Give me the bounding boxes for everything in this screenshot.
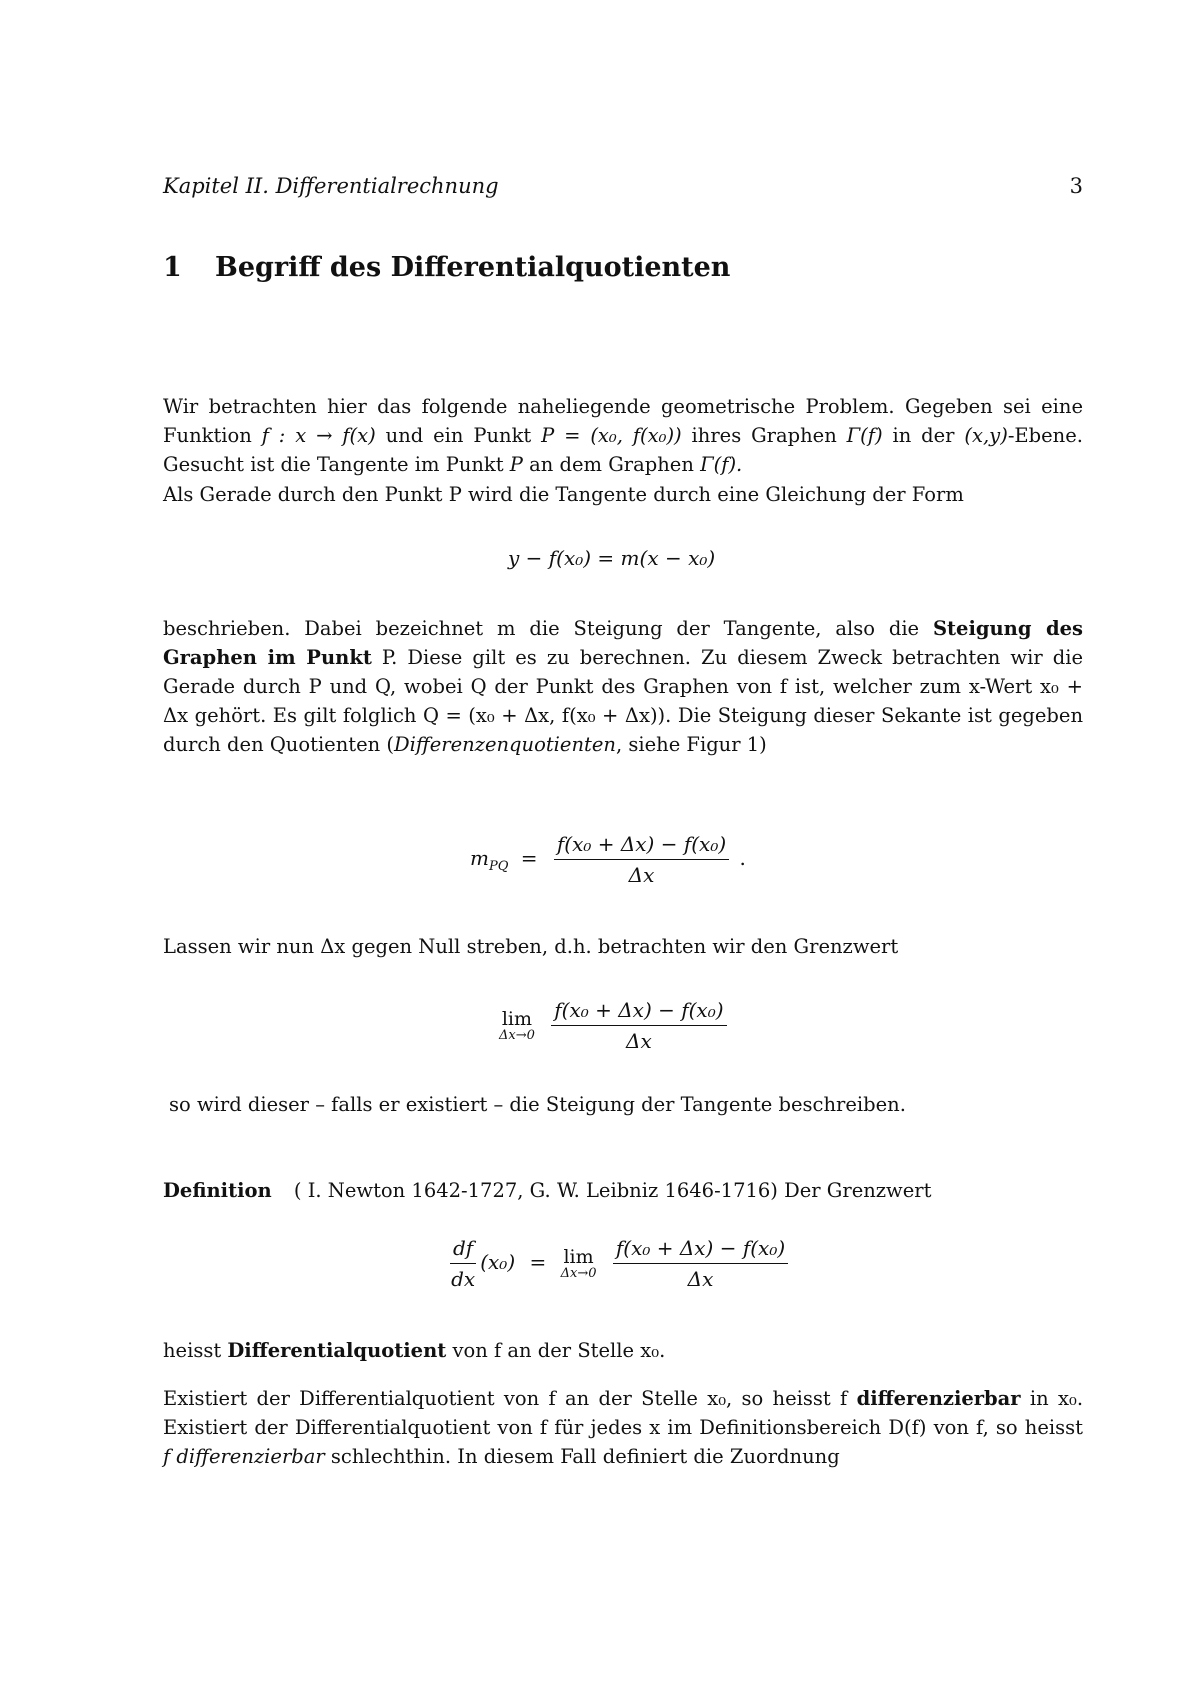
header-chapter: Kapitel II. Differentialrechnung — [163, 174, 499, 198]
paragraph-tangent: Als Gerade durch den Punkt P wird die Tangente durch eine Gleichung der Form — [163, 483, 964, 506]
limit-operator — [561, 1247, 597, 1281]
limit-subscript: Δx→0 — [560, 1265, 597, 1281]
math-inline: f : x → f(x) — [261, 424, 376, 447]
text-span: heisst — [163, 1339, 222, 1362]
math-m: m — [470, 846, 489, 870]
limit-label: lim — [501, 1007, 533, 1030]
math-inline: (x,y) — [964, 424, 1008, 447]
math-inline: P = (x₀, f(x₀)) — [541, 424, 682, 447]
equals-sign: = — [529, 1250, 547, 1274]
fraction — [554, 832, 729, 887]
paragraph-differential-quotient — [163, 1336, 1083, 1365]
math-inline: Γ(f) — [846, 424, 883, 447]
fraction-denominator: dx — [451, 1267, 476, 1291]
text-span: -Ebene. Gesucht ist die Tangente im Punkt — [163, 424, 1083, 476]
text-span: , siehe Figur 1) — [615, 733, 767, 756]
bold-term: Differentialquotient — [227, 1339, 447, 1362]
paragraph-secant — [163, 614, 1083, 759]
definition-line — [163, 1176, 1083, 1205]
text-span: P. Diese gilt es zu berechnen. Zu diesem Zweck betrachten wir die Gerade durch P und Q, wobei Q der Punkt des Graphen von f ist, welcher zum x-Wert x₀ + Δx gehört. Es gilt folglich Q = (x₀ + Δx, f(x₀ + Δx)). Die Steigung dieser Sekante ist gegeben durch den Quotienten ( — [163, 646, 1083, 756]
limit-operator — [499, 1009, 535, 1043]
section-title: Begriff des Differentialquotienten — [215, 252, 731, 283]
fraction-numerator: f(x₀ + Δx) − f(x₀) — [613, 1236, 788, 1264]
text-span: und ein Punkt — [385, 424, 532, 447]
definition-label: Definition — [163, 1179, 272, 1202]
text-span: Wir betrachten hier das folgende naheliegende geometrische Problem. Gegeben sei eine Funktion — [163, 395, 1083, 447]
fraction-numerator: f(x₀ + Δx) − f(x₀) — [551, 998, 726, 1026]
bold-term: Steigung des Graphen im Punkt — [163, 617, 1083, 669]
text-span: schlechthin. In diesem Fall definiert die Zuordnung — [330, 1445, 840, 1468]
text-span: ihres Graphen — [691, 424, 837, 447]
equation-tangent — [508, 546, 715, 570]
text-span: beschrieben. Dabei bezeichnet m die Steigung der Tangente, also die — [163, 617, 920, 640]
bold-term: differenzierbar — [856, 1387, 1021, 1410]
page-number: 3 — [1069, 174, 1083, 198]
equation-difference-quotient — [470, 832, 746, 887]
period: . — [739, 846, 746, 870]
definition-attribution: ( I. Newton 1642-1727, G. W. Leibniz 1646-1716) Der Grenzwert — [293, 1179, 932, 1202]
fraction-denominator: Δx — [687, 1267, 714, 1291]
math-inline: Γ(f). — [700, 453, 743, 476]
fraction-dfdx — [450, 1236, 476, 1291]
fraction-numerator: f(x₀ + Δx) − f(x₀) — [554, 832, 729, 860]
math-subscript: PQ — [488, 859, 509, 874]
fraction — [551, 998, 726, 1053]
paragraph-problem — [163, 392, 1083, 479]
equation-text: y − f(x₀) = m(x − x₀) — [508, 546, 716, 570]
running-header — [163, 174, 1083, 198]
math-argument: (x₀) — [480, 1250, 516, 1274]
paragraph-differentiable — [163, 1384, 1083, 1471]
limit-subscript: Δx→0 — [499, 1027, 535, 1043]
text-span: Existiert der Differentialquotient von f an der Stelle x₀, so heisst f — [163, 1387, 848, 1410]
text-span: in der — [892, 424, 955, 447]
section-number: 1 — [163, 252, 182, 283]
paragraph-limit: Lassen wir nun Δx gegen Null streben, d.h. betrachten wir den Grenzwert — [163, 935, 899, 958]
equals-sign: = — [520, 846, 538, 870]
equation-derivative — [446, 1236, 792, 1291]
section-heading — [163, 252, 730, 283]
text-span: von f an der Stelle x₀. — [452, 1339, 666, 1362]
text-span: an dem Graphen — [529, 453, 694, 476]
fraction — [613, 1236, 788, 1291]
math-inline: P — [509, 453, 523, 476]
fraction-numerator: df — [450, 1236, 476, 1264]
italic-term: Differenzenquotienten — [394, 733, 616, 756]
italic-term: f differenzierbar — [163, 1445, 325, 1468]
equation-limit — [499, 998, 731, 1053]
limit-label: lim — [563, 1245, 594, 1268]
fraction-denominator: Δx — [626, 1029, 652, 1053]
fraction-denominator: Δx — [628, 863, 655, 887]
text-span: in x₀. Existiert der Differentialquotient von f für jedes x im Definitionsbereich D(f) von f, so heisst — [163, 1387, 1084, 1439]
paragraph-tangent-slope: so wird dieser – falls er existiert – die Steigung der Tangente beschreiben. — [169, 1093, 906, 1116]
